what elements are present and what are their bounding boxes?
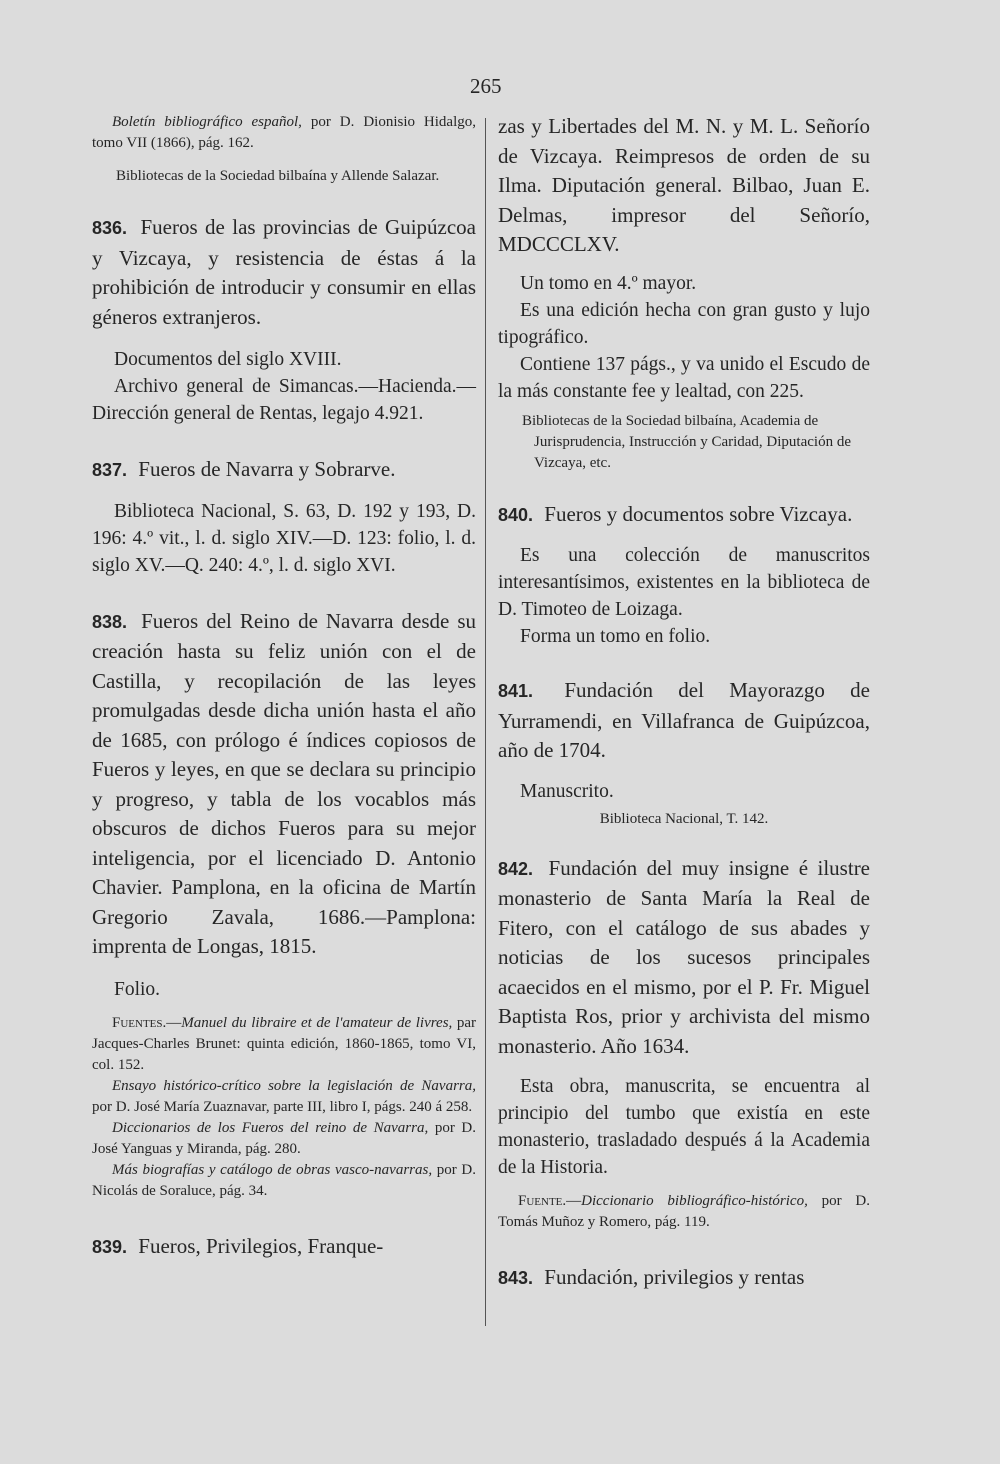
entry-title: Fueros de las provincias de Guipúzcoa y Vizcaya, y resistencia de éstas á la prohibición de introducir y consumir en ellas géneros extranjeros. — [92, 215, 477, 329]
entry-title: Fueros y documentos sobre Vizcaya. — [544, 501, 853, 526]
entry-841 — [498, 676, 870, 830]
entry-title: Fundación del Mayorazgo de Yurramendi, en Villafranca de Guipúzcoa, año de 1704. — [498, 678, 870, 762]
entry-format: Folio. — [114, 978, 161, 1000]
source-citation: Fuente.—Diccionario bibliográfico-histórico, por D. Tomás Muñoz y Romero, pág. 119. — [498, 1193, 871, 1230]
entry-843 — [498, 1263, 870, 1294]
entry-note: Es una colección de manuscritos interesantísimos, existentes en la biblioteca de D. Timoteo de Loizaga. — [498, 545, 870, 620]
entry-note: Documentos del siglo XVIII. — [114, 349, 342, 370]
entry-839-continued: zas y Libertades del M. N. y M. L. Señorío de Vizcaya. Reimpresos de orden de su Ilma. Diputación general. Bilbao, Juan E. Delmas, impresor del Señorío, MDCCCLXV. — [498, 114, 870, 256]
entry-note: Esta obra, manuscrita, se encuentra al principio del tumbo que existía en este monasterio, trasladado después á la Academia de la Historia. — [498, 1076, 870, 1178]
source-citation: Boletín bibliográfico español, por D. Dionisio Hidalgo, tomo VII (1866), pág. 162. — [92, 114, 476, 151]
source-citation: Fuentes.—Manuel du libraire et de l'amateur de livres, par Jacques-Charles Brunet: quinta edición, 1860-1865, tomo VI, col. 152. — [92, 1014, 476, 1073]
left-column — [92, 112, 476, 1262]
entry-note: Un tomo en 4.º mayor. — [520, 272, 697, 294]
entry-839 — [92, 1232, 476, 1263]
library-location: Bibliotecas de la Sociedad bilbaína y Allende Salazar. — [116, 168, 440, 184]
entry-837 — [92, 455, 476, 579]
source-citation: Ensayo histórico-crítico sobre la legislación de Navarra, por D. José María Zuaznavar, parte III, libro I, págs. 240 á 258. — [92, 1077, 476, 1115]
entry-number: 840. — [498, 504, 534, 525]
entry-note: Archivo general de Simancas.—Hacienda.—Dirección general de Rentas, legajo 4.921. — [92, 376, 476, 424]
entry-number: 839. — [92, 1236, 128, 1257]
entry-note: Forma un tomo en folio. — [520, 626, 711, 647]
page-number: 265 — [470, 74, 502, 98]
entry-number: 843. — [498, 1268, 534, 1288]
entry-title: Fundación, privilegios y rentas — [544, 1265, 805, 1289]
entry-title: Fueros, Privilegios, Franque- — [138, 1233, 384, 1258]
library-location: Bibliotecas de la Sociedad bilbaína, Academia de Jurisprudencia, Instrucción y Caridad, Diputación de Vizcaya, etc. — [522, 412, 851, 471]
entry-title: Fundación del muy insigne é ilustre monasterio de Santa María la Real de Fitero, con el catálogo de sus abades y noticias de los sucesos principales acaecidos en el mismo, por el P. Fr. Miguel Baptista Ros, prior y archivista del mismo monasterio. Año 1634. — [498, 855, 871, 1058]
entry-number: 837. — [92, 460, 128, 480]
column-divider — [485, 118, 486, 1326]
library-location: Biblioteca Nacional, T. 142. — [599, 810, 769, 827]
source-citation: Más biografías y catálogo de obras vasco-navarras, por D. Nicolás de Soraluce, pág. 34. — [92, 1161, 477, 1199]
entry-title: Fueros de Navarra y Sobrarve. — [138, 457, 396, 481]
right-column — [498, 112, 870, 1294]
entry-title: Fueros del Reino de Navarra desde su creación hasta su feliz unión con el de Castilla, y recopilación de las leyes promulgadas desde dicha unión hasta el año de 1685, con prólogo é índices copiosos de Fueros y leyes, en que se declara su principio y progreso, y tabla de los vocablos más obscuros de dichos Fueros para su mejor inteligencia, por el licenciado D. Antonio Chavier. Pamplona, en la oficina de Martín Gregorio Zavala, 1686.—Pamplona: imprenta de Longas, 1815. — [92, 608, 477, 958]
entry-836 — [92, 213, 476, 427]
entry-note: Es una edición hecha con gran gusto y lujo tipográfico. — [498, 299, 870, 348]
entry-note: Biblioteca Nacional, S. 63, D. 192 y 193, D. 196: 4.º vit., l. d. siglo XIV.—D. 123: folio, l. d. siglo XV.—Q. 240: 4.º, l. d. siglo XVI. — [92, 500, 476, 576]
entry-note: Manuscrito. — [520, 780, 614, 802]
entry-number: 836. — [92, 218, 128, 238]
entry-number: 841. — [498, 681, 534, 701]
entry-838 — [92, 607, 476, 1202]
entry-842 — [498, 854, 870, 1234]
source-citation: Diccionarios de los Fueros del reino de Navarra, por D. José Yanguas y Miranda, pág. 280. — [92, 1119, 477, 1157]
entry-number: 838. — [92, 611, 128, 632]
entry-note: Contiene 137 págs., y va unido el Escudo de la más constante fee y lealtad, con 225. — [498, 353, 870, 402]
entry-number: 842. — [498, 858, 534, 879]
entry-840 — [498, 500, 870, 651]
